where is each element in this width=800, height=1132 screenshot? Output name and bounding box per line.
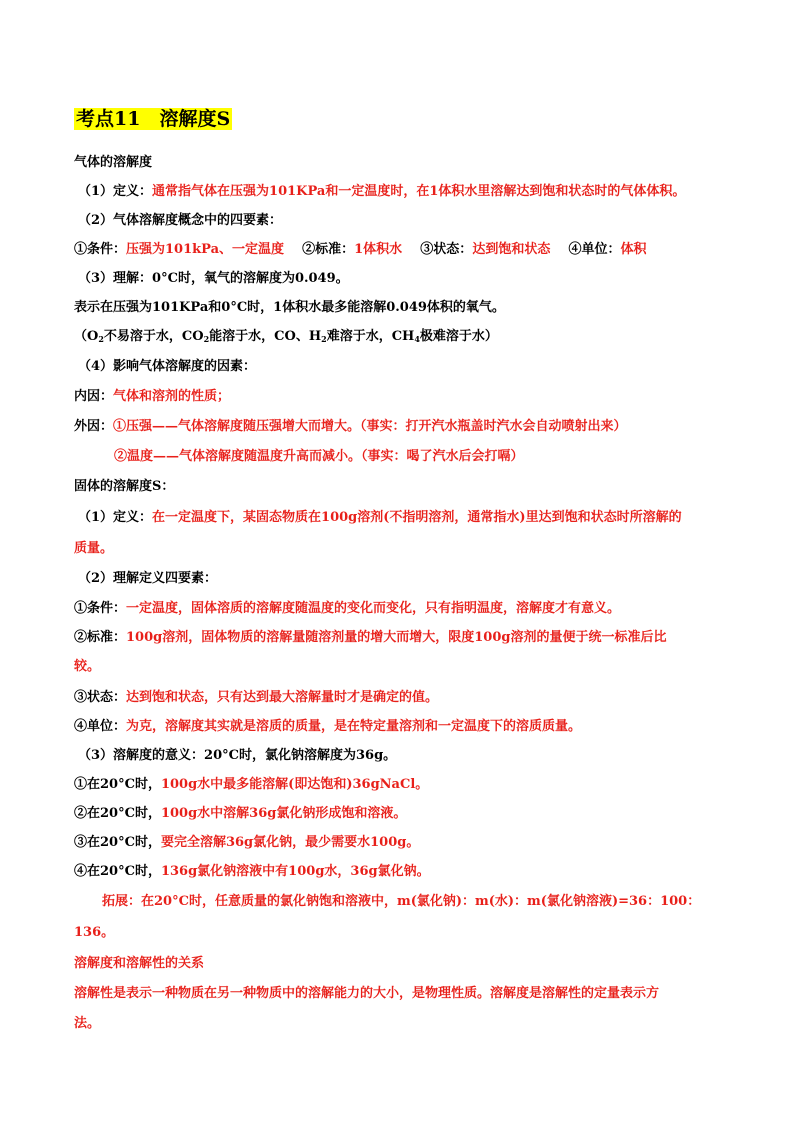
solid-meaning-1: ①在20°C时，100g水中最多能溶解(即达饱和)36gNaCl。: [74, 777, 429, 792]
page-title: [74, 104, 232, 134]
solid-definition: （1）定义：在一定温度下，某固态物质在100g溶剂(不指明溶剂，通常指水)里达到饱和状态时所溶解的: [78, 510, 682, 525]
solid-extension-cont: 136。: [74, 925, 115, 940]
gas-meaning: 表示在压强为101KPa和0°C时，1体积水最多能溶解0.049体积的氧气。: [74, 300, 505, 315]
gas-external-factor-1: 外因：①压强——气体溶解度随压强增大而增大。（事实：打开汽水瓶盖时汽水会自动喷射出来）: [74, 419, 627, 434]
solid-standard-cont: 较。: [74, 659, 101, 674]
gas-four-elements-label: （2）气体溶解度概念中的四要素：: [78, 213, 283, 228]
gas-external-factor-2: ②温度——气体溶解度随温度升高而减小。（事实：喝了汽水后会打嗝）: [114, 449, 524, 464]
solid-four-elements-label: （2）理解定义四要素：: [78, 571, 218, 586]
gas-four-elements: ①条件：压强为101kPa、一定温度 ②标准：1体积水 ③状态：达到饱和状态 ④单位：体积: [74, 242, 647, 257]
solid-condition: ①条件：一定温度，固体溶质的溶解度随温度的变化而变化，只有指明温度，溶解度才有意义。: [74, 601, 621, 616]
solid-meaning-label: （3）溶解度的意义：20°C时，氯化钠溶解度为36g。: [78, 748, 397, 763]
solid-unit: ④单位：为克，溶解度其实就是溶质的质量，是在特定量溶剂和一定温度下的溶质质量。: [74, 719, 582, 734]
relation-heading: 溶解度和溶解性的关系: [74, 956, 205, 971]
gas-heading: 气体的溶解度: [74, 155, 153, 170]
solid-standard: ②标准：100g溶剂，固体物质的溶解量随溶剂量的增大而增大，限度100g溶剂的量便于统一标准后比: [74, 630, 667, 645]
solid-meaning-2: ②在20°C时，100g水中溶解36g氯化钠形成饱和溶液。: [74, 806, 407, 821]
solid-extension: 拓展：在20°C时，任意质量的氯化钠饱和溶液中，m(氯化钠)：m(水)：m(氯化钠溶液)=36：100：: [102, 894, 701, 909]
solid-meaning-4: ④在20°C时，136g氯化钠溶液中有100g水，36g氯化钠。: [74, 864, 430, 879]
solid-state: ③状态：达到饱和状态，只有达到最大溶解量时才是确定的值。: [74, 690, 439, 705]
title-highlight: 考点11 溶解度S: [76, 108, 231, 130]
solid-definition-cont: 质量。: [74, 541, 114, 556]
relation-text-cont: 法。: [74, 1016, 101, 1031]
gas-understanding: （3）理解：0°C时，氧气的溶解度为0.049。: [78, 271, 349, 286]
gas-definition: （1）定义：通常指气体在压强为101KPa和一定温度时，在1体积水里溶解达到饱和状态时的气体体积。: [78, 184, 686, 199]
solid-meaning-3: ③在20°C时，要完全溶解36g氯化钠，最少需要水100g。: [74, 835, 420, 850]
solid-heading: 固体的溶解度S：: [74, 479, 175, 494]
gas-internal-factor: 内因：气体和溶剂的性质；: [74, 389, 231, 404]
gas-factors-label: （4）影响气体溶解度的因素：: [78, 359, 257, 374]
gas-solubility-note: （$O_2$不易溶于水，$CO_2$能溶于水，CO、$H_2$难溶于水，$CH_4$极难溶于水）: [74, 329, 498, 344]
relation-text: 溶解性是表示一种物质在另一种物质中的溶解能力的大小，是物理性质。溶解度是溶解性的定量表示方: [74, 986, 660, 1001]
